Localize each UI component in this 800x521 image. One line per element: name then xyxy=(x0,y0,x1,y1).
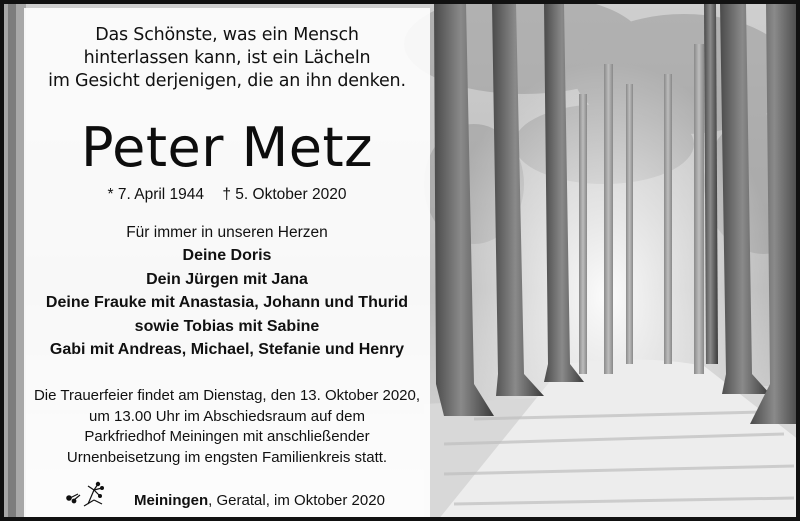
mourner-line: Gabi mit Andreas, Michael, Stefanie und Henry xyxy=(49,341,405,358)
place-date-rest: , Geratal, im Oktober 2020 xyxy=(208,492,385,509)
town-name: Meiningen xyxy=(134,492,209,509)
deceased-name: Peter Metz xyxy=(81,116,373,179)
notice-line: Urnenbeisetzung im engsten Familienkreis statt. xyxy=(66,448,388,466)
mourners-list xyxy=(24,244,430,362)
notice-line: Die Trauerfeier findet am Dienstag, den 13. Oktober 2020, xyxy=(33,387,421,404)
death-date: † 5. Oktober 2020 xyxy=(222,186,347,203)
funeral-notice xyxy=(24,386,430,468)
mourner-line: Dein Jürgen mit Jana xyxy=(146,270,308,288)
flower-icon xyxy=(64,480,106,510)
text-panel xyxy=(24,8,430,518)
quote-line: Das Schönste, was ein Mensch xyxy=(95,25,359,45)
notice-line: um 13.00 Uhr im Abschiedsraum auf dem xyxy=(89,407,365,425)
notice-line: Parkfriedhof Meiningen mit anschließender xyxy=(84,428,370,445)
birth-date: * 7. April 1944 xyxy=(107,186,205,203)
quote-line: im Gesicht derjenigen, die an ihn denken. xyxy=(48,71,406,91)
mourner-line: sowie Tobias mit Sabine xyxy=(134,317,320,335)
life-dates xyxy=(24,185,430,205)
mourner-line: Deine Frauke mit Anastasia, Johann und Thurid xyxy=(45,294,409,311)
place-and-date xyxy=(134,491,385,511)
mourner-line: Deine Doris xyxy=(182,247,272,264)
memorial-quote xyxy=(24,24,430,93)
mourners-intro: Für immer in unseren Herzen xyxy=(126,224,328,241)
quote-line: hinterlassen kann, ist ein Lächeln xyxy=(83,48,371,68)
